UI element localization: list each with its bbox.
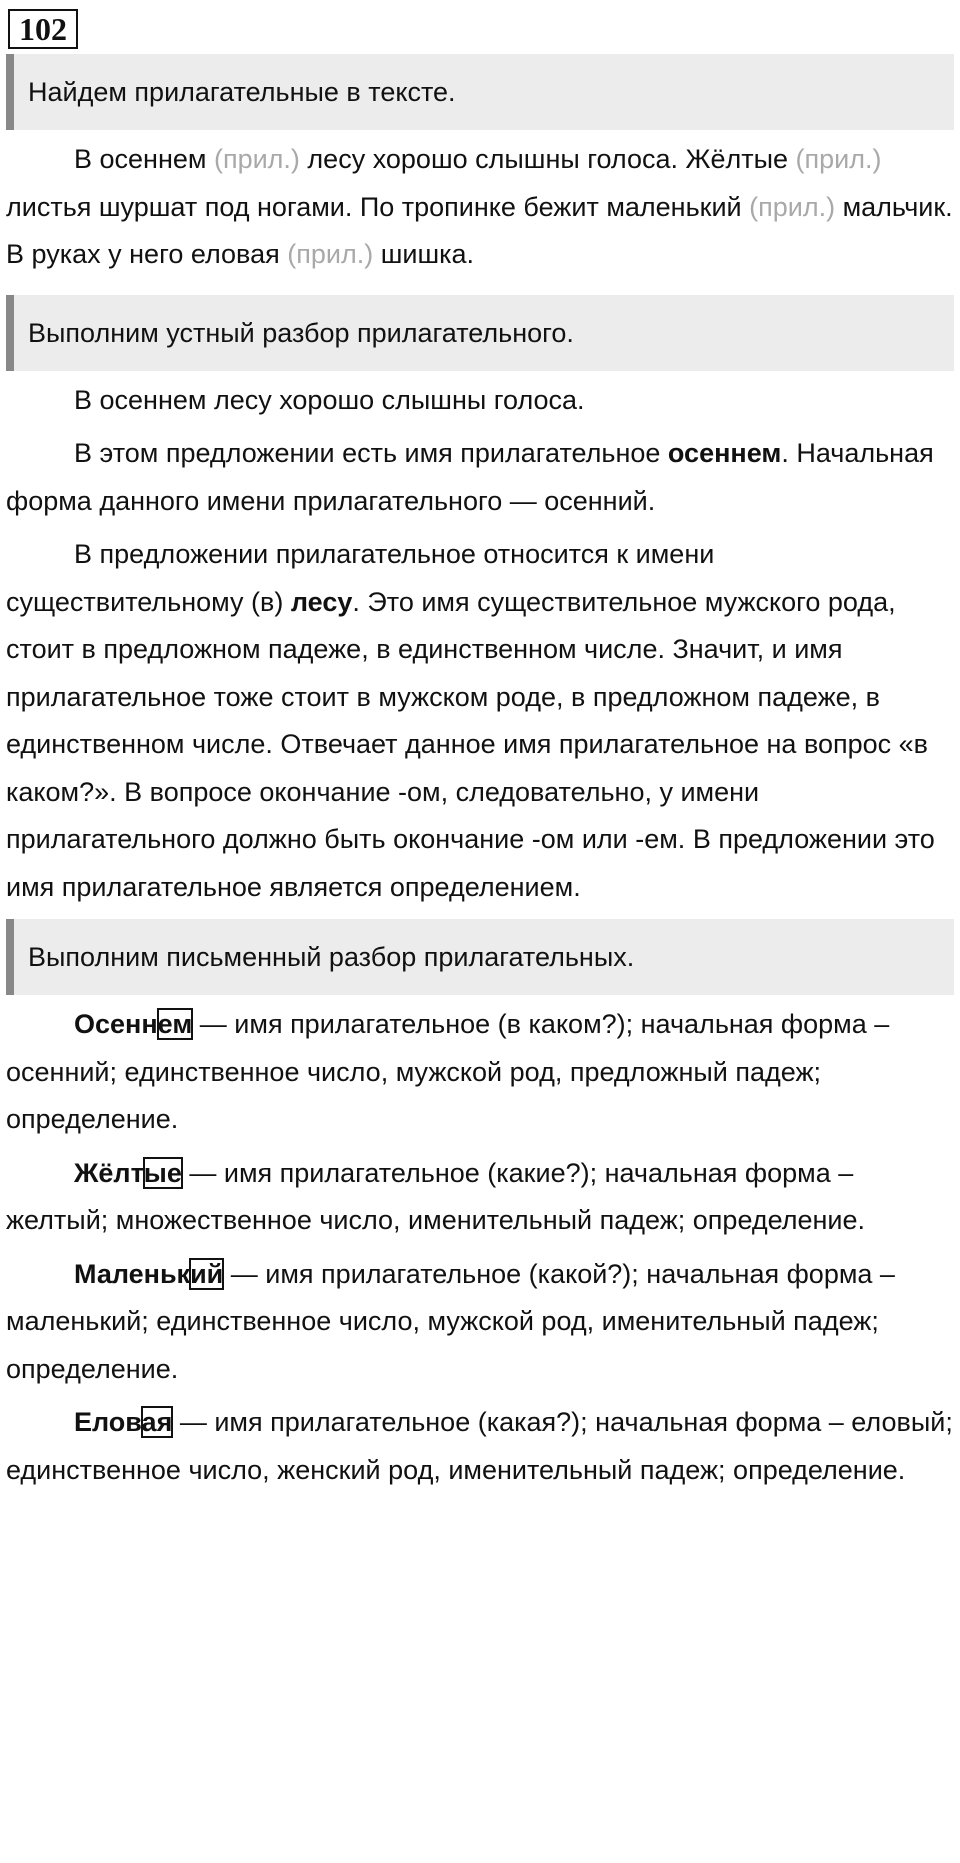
text-paragraph: В осеннем (прил.) лесу хорошо слышны голоса. Жёлтые (прил.) листья шуршат под ногами. По тропинке бежит маленький (прил.) мальчик. В руках у него еловая (прил.) шишка.: [6, 144, 953, 269]
section-heading-written-analysis: Выполним письменный разбор прилагательных.: [6, 919, 954, 995]
ending-box: ая: [141, 1407, 173, 1437]
entry-elovaya: Еловая — имя прилагательное (какая?); начальная форма – еловый; единственное число, женский род, именительный падеж; определение.: [6, 1407, 953, 1485]
analysis-paragraph-2: В предложении прилагательное относится к имени существительному (в) лесу. Это имя существительное мужского рода, стоит в предложном падеже, в единственном числе. Значит, и имя прилагательное тоже стоит в мужском роде, в предложном падеже, в единственном числе. Отвечает данное имя прилагательное на вопрос «в каком?». В вопросе окончание -ом, следовательно, у имени прилагательного должно быть окончание -ом или -ем. В предложении это имя прилагательное является определением.: [6, 539, 935, 902]
adjective-tag: (прил.): [795, 144, 882, 174]
ending-box: ем: [157, 1009, 193, 1039]
ending-box: ые: [143, 1157, 182, 1188]
section-heading-find-adjectives: Найдем прилагательные в тексте.: [6, 54, 954, 130]
adjective-tag: (прил.): [287, 239, 374, 269]
entry-zheltye: Жёлтые — имя прилагательное (какие?); начальная форма – желтый; множественное число, именительный падеж; определение.: [6, 1157, 866, 1235]
section-heading-oral-analysis: Выполним устный разбор прилагательного.: [6, 295, 954, 371]
entry-osennem: Осеннем — имя прилагательное (в каком?); начальная форма – осенний; единственное число, мужской род, предложный падеж; определение.: [6, 1009, 890, 1134]
ending-box: ий: [190, 1258, 224, 1289]
page: [6, 8, 954, 1494]
adjective-tag: (прил.): [213, 144, 300, 174]
task-number: 102: [8, 9, 78, 49]
entry-malenkiy: Маленький — имя прилагательное (какой?); начальная форма – маленький; единственное число, мужской род, именительный падеж; определение.: [6, 1258, 895, 1384]
adjective-tag: (прил.): [749, 191, 836, 222]
example-sentence: В осеннем лесу хорошо слышны голоса.: [74, 384, 585, 415]
analysis-paragraph-1: В этом предложении есть имя прилагательное осеннем. Начальная форма данного имени прилагательного — осенний.: [6, 438, 934, 516]
